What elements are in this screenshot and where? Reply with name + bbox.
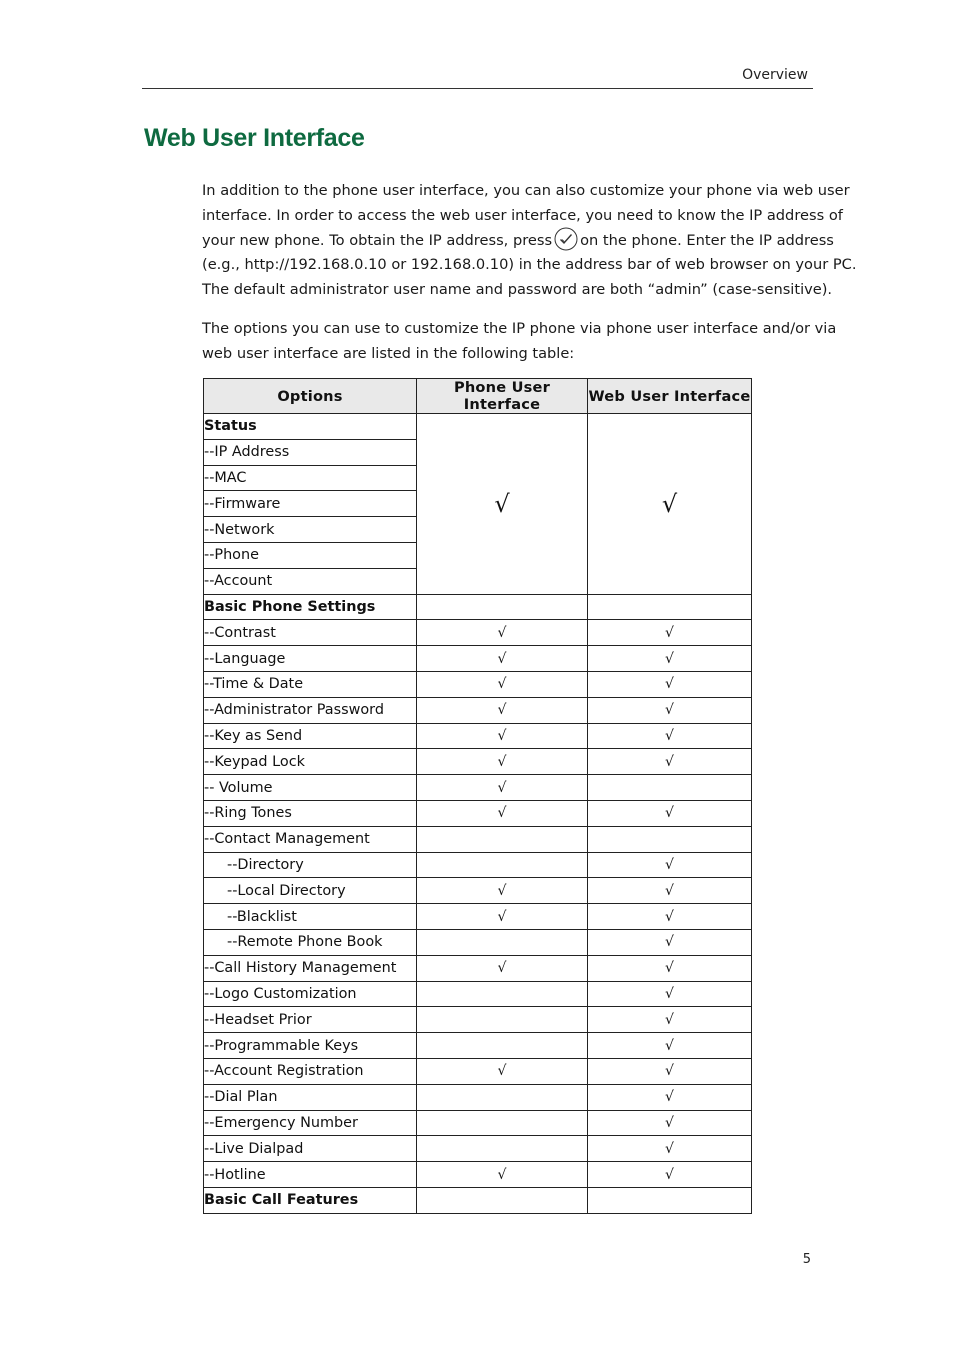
table-row	[204, 826, 752, 852]
table-row	[204, 723, 752, 749]
phone-ui-check	[417, 1084, 588, 1110]
section-label: Basic Phone Settings	[204, 594, 417, 620]
table-row	[204, 775, 752, 801]
option-label: --Key as Send	[204, 723, 417, 749]
table-row	[204, 697, 752, 723]
option-label: --Account	[204, 568, 417, 594]
web-ui-check: √	[588, 1058, 752, 1084]
web-ui-check: √	[588, 1033, 752, 1059]
phone-ui-check: √	[417, 955, 588, 981]
options-line-1: The options you can use to customize the IP phone via phone user interface and/or via	[202, 320, 837, 337]
web-ui-check: √	[588, 620, 752, 646]
phone-ui-check	[417, 1136, 588, 1162]
web-ui-check: √	[588, 671, 752, 697]
options-line-2: web user interface are listed in the following table:	[202, 344, 575, 362]
phone-ui-check: √	[417, 671, 588, 697]
header-web-ui: Web User Interface	[588, 379, 752, 414]
option-label: --Time & Date	[204, 671, 417, 697]
table-row	[204, 1110, 752, 1136]
header-phone-ui: Phone User Interface	[417, 379, 588, 414]
web-ui-check	[588, 775, 752, 801]
phone-ui-check	[417, 826, 588, 852]
table-row	[204, 800, 752, 826]
phone-ui-check	[417, 1033, 588, 1059]
phone-ui-check: √	[417, 878, 588, 904]
phone-ui-check	[417, 1187, 588, 1213]
option-label: --Dial Plan	[204, 1084, 417, 1110]
phone-ui-check	[417, 1110, 588, 1136]
table-row	[204, 749, 752, 775]
table-row	[204, 955, 752, 981]
web-ui-check	[588, 594, 752, 620]
option-label: --Keypad Lock	[204, 749, 417, 775]
option-label: --Blacklist	[204, 904, 417, 930]
intro-paragraph	[202, 179, 857, 303]
web-ui-check: √	[588, 852, 752, 878]
section-label: Status	[204, 414, 417, 440]
table-row	[204, 1136, 752, 1162]
option-label: --Account Registration	[204, 1058, 417, 1084]
running-header: Overview	[742, 67, 808, 83]
phone-ui-check	[417, 981, 588, 1007]
table-row	[204, 594, 752, 620]
page-number: 5	[802, 1252, 811, 1267]
table-header-row	[204, 379, 752, 414]
web-ui-check: √	[588, 1136, 752, 1162]
phone-ui-check: √	[417, 1162, 588, 1188]
table-row	[204, 1162, 752, 1188]
table-row	[204, 1033, 752, 1059]
web-ui-check	[588, 1187, 752, 1213]
option-label: --Network	[204, 517, 417, 543]
phone-ui-check	[417, 1007, 588, 1033]
options-table	[203, 378, 752, 1214]
option-label: --Ring Tones	[204, 800, 417, 826]
table-row	[204, 646, 752, 672]
option-label: --Call History Management	[204, 955, 417, 981]
web-ui-check: √	[588, 1110, 752, 1136]
option-label: --Emergency Number	[204, 1110, 417, 1136]
phone-ui-check	[417, 594, 588, 620]
option-label: -- Volume	[204, 775, 417, 801]
intro-line-2: interface. In order to access the web user interface, you need to know the IP address of	[202, 206, 843, 224]
option-label: --Contrast	[204, 620, 417, 646]
table-row	[204, 1007, 752, 1033]
table-row	[204, 1058, 752, 1084]
phone-ui-check	[417, 852, 588, 878]
option-label: --Firmware	[204, 491, 417, 517]
option-label: --Hotline	[204, 1162, 417, 1188]
web-ui-check: √	[588, 749, 752, 775]
phone-ui-check: √	[417, 620, 588, 646]
table-row	[204, 414, 752, 440]
header-options: Options	[204, 379, 417, 414]
option-label: --Language	[204, 646, 417, 672]
web-ui-check: √	[588, 955, 752, 981]
web-ui-check: √	[588, 646, 752, 672]
web-ui-check: √	[588, 1084, 752, 1110]
web-ui-check	[588, 826, 752, 852]
web-ui-check: √	[588, 981, 752, 1007]
web-ui-check: √	[588, 878, 752, 904]
option-label: --MAC	[204, 465, 417, 491]
web-ui-check: √	[588, 929, 752, 955]
options-paragraph	[202, 317, 837, 367]
phone-ui-check: √	[417, 904, 588, 930]
header-rule	[142, 88, 813, 89]
phone-ui-check: √	[417, 646, 588, 672]
intro-line-5: The default administrator user name and password are both “admin” (case-sensitive).	[202, 281, 833, 299]
intro-line-1: In addition to the phone user interface, you can also customize your phone via web user	[202, 182, 850, 199]
option-label: --Local Directory	[204, 878, 417, 904]
table-row	[204, 929, 752, 955]
table-body	[204, 414, 752, 1214]
table-row	[204, 620, 752, 646]
table-row	[204, 1187, 752, 1213]
table-row	[204, 981, 752, 1007]
web-ui-check: √	[588, 800, 752, 826]
option-label: --Live Dialpad	[204, 1136, 417, 1162]
intro-line-3-end: on the phone. Enter the IP address	[580, 231, 834, 249]
option-label: --Programmable Keys	[204, 1033, 417, 1059]
status-phone-check: √	[417, 414, 588, 595]
option-label: --Administrator Password	[204, 697, 417, 723]
phone-ui-check: √	[417, 723, 588, 749]
option-label: --Phone	[204, 542, 417, 568]
intro-line-4: (e.g., http://192.168.0.10 or 192.168.0.10) in the address bar of web browser on your PC.	[202, 256, 857, 274]
ok-key-icon	[554, 227, 578, 251]
option-label: --Logo Customization	[204, 981, 417, 1007]
table-row	[204, 904, 752, 930]
phone-ui-check	[417, 929, 588, 955]
web-ui-check: √	[588, 723, 752, 749]
table-row	[204, 671, 752, 697]
phone-ui-check: √	[417, 1058, 588, 1084]
phone-ui-check: √	[417, 749, 588, 775]
intro-line-3-start: your new phone. To obtain the IP address, press	[202, 231, 553, 249]
table-row	[204, 852, 752, 878]
section-label: Basic Call Features	[204, 1187, 417, 1213]
option-label: --Contact Management	[204, 826, 417, 852]
web-ui-check: √	[588, 904, 752, 930]
page-title: Web User Interface	[144, 124, 365, 152]
web-ui-check: √	[588, 697, 752, 723]
option-label: --Remote Phone Book	[204, 929, 417, 955]
option-label: --IP Address	[204, 439, 417, 465]
web-ui-check: √	[588, 1007, 752, 1033]
intro-line-3	[202, 229, 834, 254]
option-label: --Directory	[204, 852, 417, 878]
phone-ui-check: √	[417, 775, 588, 801]
status-web-check: √	[588, 414, 752, 595]
phone-ui-check: √	[417, 800, 588, 826]
table-row	[204, 878, 752, 904]
web-ui-check: √	[588, 1162, 752, 1188]
table-row	[204, 1084, 752, 1110]
phone-ui-check: √	[417, 697, 588, 723]
option-label: --Headset Prior	[204, 1007, 417, 1033]
